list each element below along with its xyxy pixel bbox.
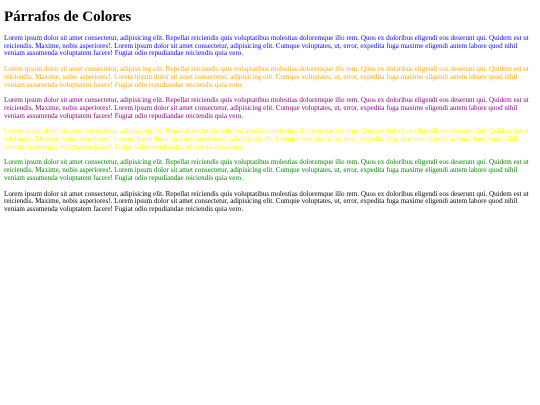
paragraph-orange: Lorem ipsum dolor sit amet consectetur, adipisicing elit. Repellat reiciendis quis voluptatibus molestias doloremque illo rem. Quos ex doloribus eligendi eos deserunt qui. Quidem est ut reiciendis. Maxime, nobis asperiores!. Lorem ipsum dolor sit amet consectetur, adipisicing elit. Cumque voluptates, ut, error, expedita fuga maxime eligendi autem labore quod nihil veniam assumenda voluptatem facere! Fugiat odio repudiandae reiciendis quia vero. [4,65,529,89]
paragraph-purple: Lorem ipsum dolor sit amet consectetur, adipisicing elit. Repellat reiciendis quis voluptatibus molestias doloremque illo rem. Quos ex doloribus eligendi eos deserunt qui. Quidem est ut reiciendis. Maxime, nobis asperiores!. Lorem ipsum dolor sit amet consectetur, adipisicing elit. Cumque voluptates, ut, error, expedita fuga maxime eligendi autem labore quod nihil veniam assumenda voluptatem facere! Fugiat odio repudiandae reiciendis quia vero. [4,96,529,120]
paragraph-yellow: Lorem ipsum dolor sit amet consectetur, adipisicing elit. Repellat reiciendis quis voluptatibus molestias doloremque illo rem. Quos ex doloribus eligendi eos deserunt qui. Quidem est ut reiciendis. Maxime, nobis asperiores!. Lorem ipsum dolor sit amet consectetur, adipisicing elit. Cumque voluptates, ut, error, expedita fuga maxime eligendi autem labore quod nihil veniam assumenda voluptatem facere! Fugiat odio repudiandae reiciendis quia vero. [4,127,529,151]
paragraph-green: Lorem ipsum dolor sit amet consectetur, adipisicing elit. Repellat reiciendis quis voluptatibus molestias doloremque illo rem. Quos ex doloribus eligendi eos deserunt qui. Quidem est ut reiciendis. Maxime, nobis asperiores!. Lorem ipsum dolor sit amet consectetur, adipisicing elit. Cumque voluptates, ut, error, expedita fuga maxime eligendi autem labore quod nihil veniam assumenda voluptatem facere! Fugiat odio repudiandae reiciendis quia vero. [4,158,529,182]
page-title: Párrafos de Colores [4,9,132,25]
paragraph-black: Lorem ipsum dolor sit amet consectetur, adipisicing elit. Repellat reiciendis quis voluptatibus molestias doloremque illo rem. Quos ex doloribus eligendi eos deserunt qui. Quidem est ut reiciendis. Maxime, nobis asperiores!. Lorem ipsum dolor sit amet consectetur, adipisicing elit. Cumque voluptates, ut, error, expedita fuga maxime eligendi autem labore quod nihil veniam assumenda voluptatem facere! Fugiat odio repudiandae reiciendis quia vero. [4,189,529,213]
paragraph-blue: Lorem ipsum dolor sit amet consectetur, adipisicing elit. Repellat reiciendis quis voluptatibus molestias doloremque illo rem. Quos ex doloribus eligendi eos deserunt qui. Quidem est ut reiciendis. Maxime, nobis asperiores!. Lorem ipsum dolor sit amet consectetur, adipisicing elit. Cumque voluptates, ut, error, expedita fuga maxime eligendi autem labore quod nihil veniam assumenda voluptatem facere! Fugiat odio repudiandae reiciendis quia vero. [4,34,529,58]
